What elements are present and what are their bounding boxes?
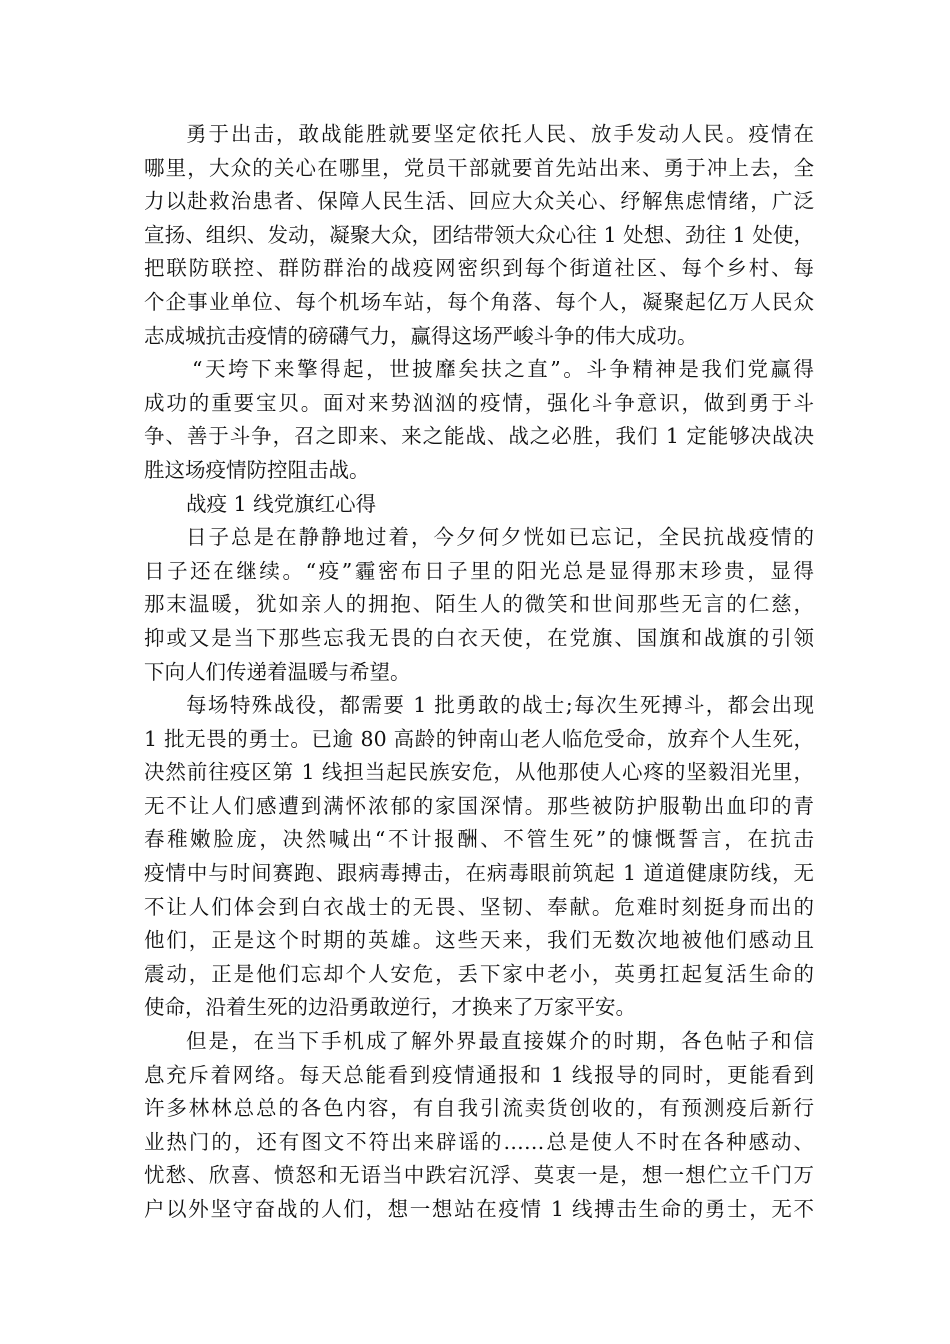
paragraph xyxy=(144,1025,814,1227)
paragraph xyxy=(144,118,814,353)
text-line: 争、善于斗争，召之即来、来之能战、战之必胜，我们 1 定能够决战决 xyxy=(144,424,814,449)
text-line: 忧愁、欣喜、愤怒和无语当中跌宕沉浮、莫衷一是，想一想伫立千门万 xyxy=(144,1163,814,1188)
text-line: 每场特殊战役，都需要 1 批勇敢的战士;每次生死搏斗，都会出现 xyxy=(186,693,814,718)
text-line: 许多林林总总的各色内容，有自我引流卖货创收的，有预测疫后新行 xyxy=(144,1096,814,1121)
text-line: 春稚嫩脸庞，决然喊出“不计报酬、不管生死”的慷慨誓言，在抗击 xyxy=(144,827,814,852)
text-line: 抑或又是当下那些忘我无畏的白衣天使，在党旗、国旗和战旗的引领 xyxy=(144,625,814,650)
text-line: 日子还在继续。“疫”霾密布日子里的阳光总是显得那末珍贵，显得 xyxy=(144,558,814,583)
text-line: 不让人们体会到白衣战士的无畏、坚韧、奉献。危难时刻挺身而出的 xyxy=(144,894,814,919)
paragraph xyxy=(144,689,814,1025)
text-line: 那末温暖，犹如亲人的拥抱、陌生人的微笑和世间那些无言的仁慈， xyxy=(144,592,814,617)
text-line: 勇于出击，敢战能胜就要坚定依托人民、放手发动人民。疫情在 xyxy=(186,122,814,146)
text-line: 下向人们传递着温暖与希望。 xyxy=(144,659,411,684)
text-line: 但是，在当下手机成了解外界最直接媒介的时期，各色帖子和信 xyxy=(186,1029,814,1054)
text-line: 日子总是在静静地过着，今夕何夕恍如已忘记，全民抗战疫情的 xyxy=(186,525,814,550)
text-line: 成功的重要宝贝。面对来势汹汹的疫情，强化斗争意识，做到勇于斗 xyxy=(144,390,814,415)
text-line: 业热门的，还有图文不符出来辟谣的……总是使人不时在各种感动、 xyxy=(144,1129,814,1154)
text-line: 疫情中与时间赛跑、跟病毒搏击，在病毒眼前筑起 1 道道健康防线，无 xyxy=(144,861,814,886)
text-line: 震动，正是他们忘却个人安危，丢下家中老小，英勇扛起复活生命的 xyxy=(144,961,814,986)
text-line: 把联防联控、群防群治的战疫网密织到每个街道社区、每个乡村、每 xyxy=(144,256,814,281)
text-line: 哪里，大众的关心在哪里，党员干部就要首先站出来、勇于冲上去，全 xyxy=(144,155,814,180)
text-line: 力以赴救治患者、保障人民生活、回应大众关心、纾解焦虑情绪，广泛 xyxy=(144,189,814,214)
paragraph xyxy=(144,521,814,689)
text-line: 1 批无畏的勇士。已逾 80 高龄的钟南山老人临危受命，放弃个人生死， xyxy=(144,726,814,751)
text-line: 使命，沿着生死的边沿勇敢逆行，才换来了万家平安。 xyxy=(144,995,636,1020)
text-line: 个企事业单位、每个机场车站，每个角落、每个人，凝聚起亿万人民众 xyxy=(144,289,814,314)
text-line: 志成城抗击疫情的磅礴气力，赢得这场严峻斗争的伟大成功。 xyxy=(144,323,698,348)
text-line: 户以外坚守奋战的人们，想一想站在疫情 1 线搏击生命的勇士，无不 xyxy=(144,1197,814,1221)
text-line: “天垮下来擎得起，世披靡矣扶之直”。斗争精神是我们党赢得 xyxy=(192,357,814,382)
text-line: 决然前往疫区第 1 线担当起民族安危，从他那使人心疼的坚毅泪光里， xyxy=(144,760,814,785)
text-line: 息充斥着网络。每天总能看到疫情通报和 1 线报导的同时，更能看到 xyxy=(144,1062,814,1087)
document-body xyxy=(144,118,814,1227)
text-line: 他们，正是这个时期的英雄。这些天来，我们无数次地被他们感动且 xyxy=(144,928,814,953)
section-heading xyxy=(144,488,814,522)
text-line: 无不让人们感遭到满怀浓郁的家国深情。那些被防护服勒出血印的青 xyxy=(144,793,814,818)
text-line: 胜这场疫情防控阻击战。 xyxy=(144,457,370,482)
text-line: 宣扬、组织、发动，凝聚大众，团结带领大众心往 1 处想、劲往 1 处使， xyxy=(144,222,814,247)
heading-text: 战疫 1 线党旗红心得 xyxy=(186,491,377,516)
paragraph xyxy=(144,353,814,487)
